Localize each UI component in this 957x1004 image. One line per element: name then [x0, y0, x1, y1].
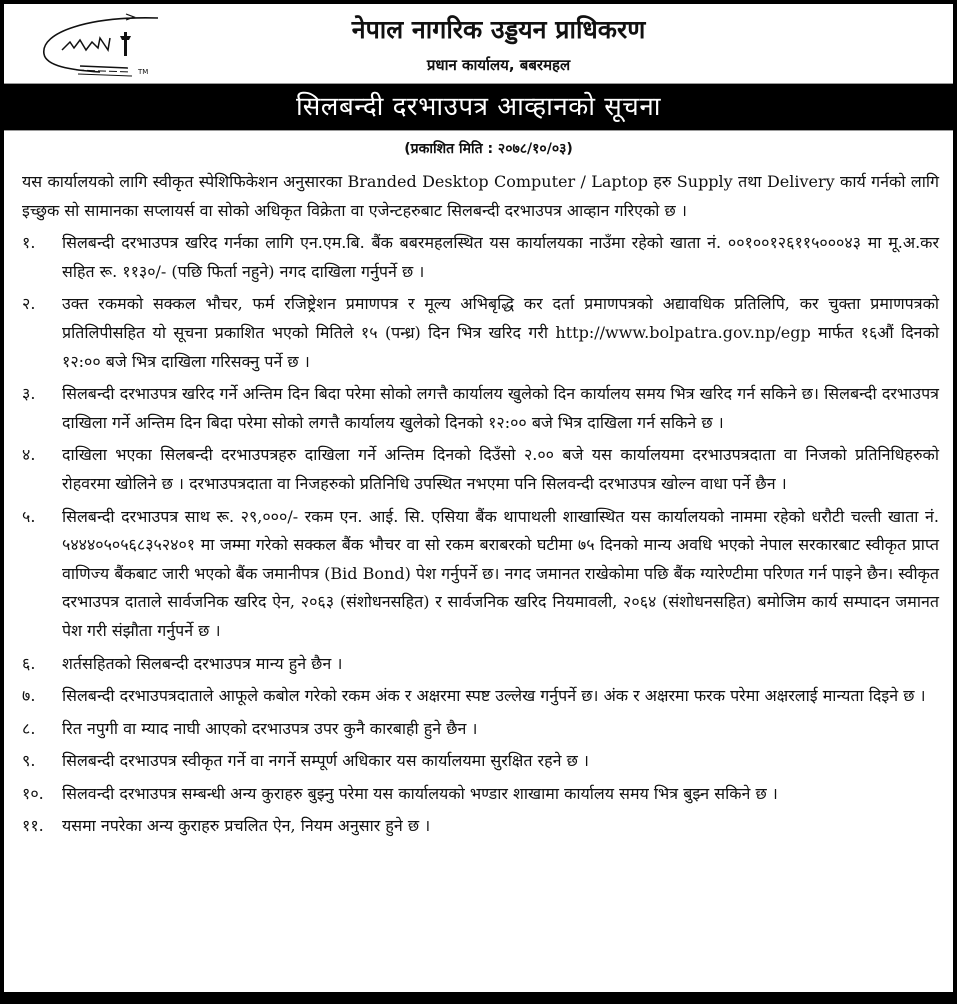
notice-body	[22, 168, 939, 841]
item-number: ५.	[22, 506, 36, 526]
list-item	[22, 715, 939, 744]
published-date: (प्रकाशित मिति : २०७८/१०/०३)	[404, 141, 573, 157]
item-number: १.	[22, 233, 36, 253]
item-text: यसमा नपरेका अन्य कुराहरु प्रचलित ऐन, नियम अनुसार हुने छ ।	[62, 816, 431, 836]
list-item	[22, 780, 939, 809]
list-item	[22, 441, 939, 498]
conditions-list	[22, 229, 939, 841]
item-number: १०.	[22, 783, 44, 803]
item-number: ३.	[22, 384, 36, 404]
list-item	[22, 682, 939, 711]
divider	[4, 130, 953, 131]
list-item	[22, 290, 939, 376]
organization-name: नेपाल नागरिक उड्डयन प्राधिकरण	[351, 15, 646, 44]
item-number: २.	[22, 294, 36, 314]
intro-paragraph: यस कार्यालयको लागि स्वीकृत स्पेशिफिकेशन अनुसारका Branded Desktop Computer / Laptop हरु Supply तथा Delivery कार्य गर्नको लागि इच्छुक सो सामानका सप्लायर्स वा सोको अधिकृत विक्रेता वा एजेन्टहरुबाट सिलबन्दी दरभाउपत्र आव्हान गरिएको छ ।	[22, 172, 939, 220]
list-item	[22, 650, 939, 679]
item-text: सिलवन्दी दरभाउपत्र सम्बन्धी अन्य कुराहरु बुझ्नु परेमा यस कार्यालयको भण्डार शाखामा कार्यालय समय भित्र बुझ्न सकिने छ ।	[62, 783, 778, 803]
item-number: ९.	[22, 751, 36, 771]
notice-page	[4, 4, 953, 992]
item-number: ११.	[22, 816, 44, 836]
notice-title: सिलबन्दी दरभाउपत्र आव्हानको सूचना	[4, 84, 953, 130]
list-item	[22, 812, 939, 841]
list-item	[22, 380, 939, 437]
item-text: दाखिला भएका सिलबन्दी दरभाउपत्रहरु दाखिला गर्ने अन्तिम दिनको दिउँसो २.०० बजे यस कार्यालयमा दरभाउपत्रदाता वा निजको प्रतिनिधिहरुको रोहवरमा खोलिने छ । दरभाउपत्रदाता वा निजहरुको प्रतिनिधि उपस्थित नभएमा पनि सिलवन्दी दरभाउपत्र खोल्न वाधा पर्ने छैन ।	[62, 445, 939, 493]
item-text: सिलबन्दी दरभाउपत्र खरिद गर्ने अन्तिम दिन बिदा परेमा सोको लगत्तै कार्यालय खुलेको दिन कार्यालय समय भित्र खरिद गर्न सकिने छ। सिलबन्दी दरभाउपत्र दाखिला गर्ने अन्तिम दिन बिदा परेमा सोको लगत्तै कार्यालय खुलेको दिनको १२:०० बजे भित्र दाखिला गर्न सकिने छ ।	[62, 384, 939, 432]
list-item	[22, 503, 939, 646]
item-text: शर्तसहितको सिलबन्दी दरभाउपत्र मान्य हुने छैन ।	[62, 653, 343, 673]
item-number: ७.	[22, 686, 36, 706]
item-number: ८.	[22, 718, 36, 738]
item-text: सिलबन्दी दरभाउपत्र खरिद गर्नका लागि एन.एम.बि. बैंक बबरमहलस्थित यस कार्यालयका नाउँमा रहेको खाता नं. ००१००१२६११५०००४३ मा मू.अ.कर सहित रू. ११३०/- (पछि फिर्ता नहुने) नगद दाखिला गर्नुपर्ने छ ।	[62, 233, 939, 281]
item-text: सिलबन्दी दरभाउपत्र स्वीकृत गर्ने वा नगर्ने सम्पूर्ण अधिकार यस कार्यालयमा सुरक्षित रहने छ ।	[62, 751, 589, 771]
item-text: सिलबन्दी दरभाउपत्र साथ रू. २९,०००/- रकम एन. आई. सि. एसिया बैंक थापाथली शाखास्थित यस कार्यालयको नाममा रहेको धरौटी चल्ती खाता नं. ५४४४०५०५६८३५२४०१ मा जम्मा गरेको सक्कल बैंक भौचर वा सो रकम बराबरको घटीमा ७५ दिनको मान्य अवधि भएको नेपाल सरकारबाट स्वीकृत प्राप्त वाणिज्य बैंकबाट जारी भएको बैंक जमानीपत्र (Bid Bond) पेश गर्नुपर्ने छ। नगद जमानत राखेकोमा पछि बैंक ग्यारेण्टीमा परिणत गर्न पाइने छैन। स्वीकृत दरभाउपत्र दाताले सार्वजनिक खरिद ऐन, २०६३ (संशोधनसहित) र सार्वजनिक खरिद नियमावली, २०६४ (संशोधनसहित) बमोजिम कार्य सम्पादन जमानत पेश गरी संझौता गर्नुपर्ने छ ।	[62, 506, 939, 640]
item-text: रित नपुगी वा म्याद नाघी आएको दरभाउपत्र उपर कुनै कारबाही हुने छैन ।	[62, 718, 478, 738]
item-text: सिलबन्दी दरभाउपत्रदाताले आफूले कबोल गरेको रकम अंक र अक्षरमा स्पष्ट उल्लेख गर्नुपर्ने छ। अंक र अक्षरमा फरक परेमा अक्षरलाई मान्यता दिइने छ ।	[62, 686, 926, 706]
list-item	[22, 229, 939, 286]
list-item	[22, 747, 939, 776]
item-number: ४.	[22, 445, 36, 465]
item-number: ६.	[22, 653, 36, 673]
item-text: उक्त रकमको सक्कल भौचर, फर्म रजिष्ट्रेशन प्रमाणपत्र र मूल्य अभिबृद्धि कर दर्ता प्रमाणपत्रको अद्यावधिक प्रतिलिपि, कर चुक्ता प्रमाणपत्रको प्रतिलिपीसहित यो सूचना प्रकाशित भएको मितिले १५ (पन्ध्र) दिन भित्र खरिद गरी http://www.bolpatra.gov.np/egp मार्फत १६औं दिनको १२:०० बजे भित्र दाखिला गरिसक्नु पर्ने छ ।	[62, 294, 939, 371]
office-address: प्रधान कार्यालय, बबरमहल	[426, 56, 571, 74]
trademark-mark: TM	[138, 68, 149, 76]
notice-header	[4, 4, 953, 82]
